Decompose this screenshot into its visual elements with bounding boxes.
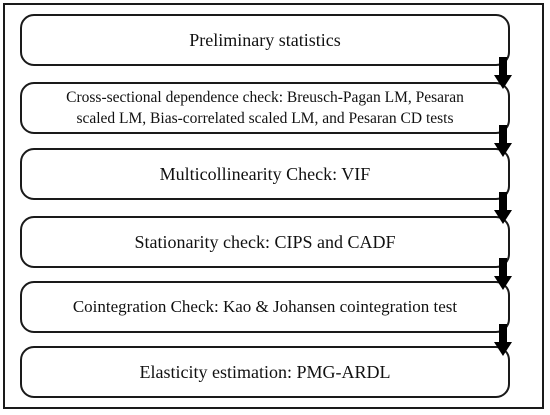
step-label: Multicollinearity Check: VIF <box>159 163 371 184</box>
step-label: Stationarity check: CIPS and CADF <box>134 231 396 252</box>
step-multicollinearity <box>20 148 510 200</box>
step-preliminary-statistics <box>20 14 510 66</box>
step-label: Cointegration Check: Kao & Johansen cointegration test <box>72 297 458 316</box>
step-cross-sectional-dependence <box>20 82 510 134</box>
step-cointegration <box>20 281 510 333</box>
down-arrow-icon <box>494 192 512 224</box>
step-label: Preliminary statistics <box>189 29 341 50</box>
step-label: Elasticity estimation: PMG-ARDL <box>139 361 391 382</box>
down-arrow-icon <box>494 258 512 290</box>
down-arrow-icon <box>494 125 512 157</box>
step-label-line-2: scaled LM, Bias-correlated scaled LM, and Pesaran CD tests <box>76 110 454 127</box>
step-elasticity-estimation <box>20 346 510 398</box>
step-stationarity <box>20 216 510 268</box>
down-arrow-icon <box>494 57 512 89</box>
down-arrow-icon <box>494 324 512 356</box>
step-label-line-1: Cross-sectional dependence check: Breusch-Pagan LM, Pesaran <box>66 89 464 106</box>
